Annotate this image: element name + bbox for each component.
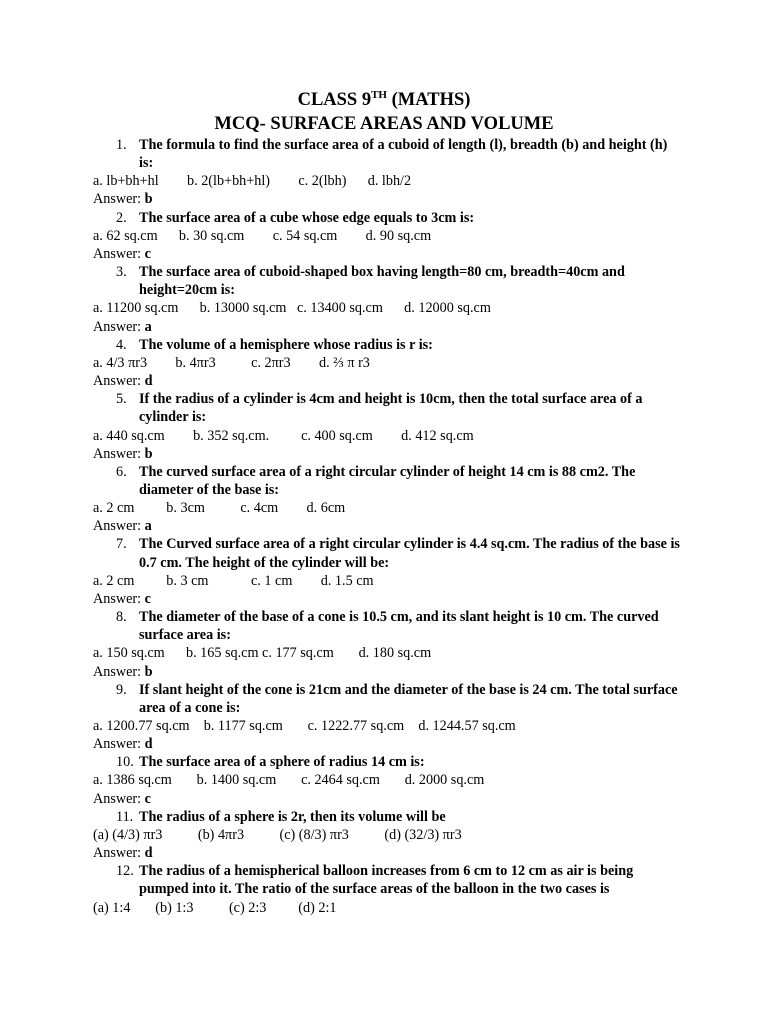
question-text — [93, 862, 683, 898]
question-text — [93, 209, 683, 227]
document-header — [0, 88, 768, 136]
question-number: 6. — [116, 463, 127, 480]
question-stem: The radius of a hemispherical balloon increases from 6 cm to 12 cm as air is being pumped into it. The ratio of the surface areas of the balloon in the two cases is — [139, 863, 634, 898]
question-block — [93, 535, 683, 608]
answer-value: b — [144, 445, 153, 462]
worksheet-title: MCQ- SURFACE AREAS AND VOLUME — [214, 114, 554, 134]
answer-label: Answer: — [93, 445, 145, 462]
answer-options: (a) (4/3) πr3 (b) 4πr3 (c) (8/3) πr3 (d) (32/3) πr3 — [93, 826, 462, 843]
answer-line — [93, 517, 683, 535]
question-stem: The radius of a sphere is 2r, then its volume will be — [139, 808, 446, 825]
answer-line — [93, 590, 683, 608]
question-number: 8. — [116, 609, 127, 626]
question-text — [93, 263, 683, 299]
answer-label: Answer: — [93, 736, 145, 753]
question-list — [93, 136, 683, 917]
question-text — [93, 463, 683, 499]
answer-label: Answer: — [93, 790, 145, 807]
question-block — [93, 209, 683, 263]
answer-options: a. 1386 sq.cm b. 1400 sq.cm c. 2464 sq.cm d. 2000 sq.cm — [93, 772, 485, 789]
class-title-subject: (MATHS) — [387, 90, 471, 110]
answer-options: a. 440 sq.cm b. 352 sq.cm. c. 400 sq.cm d. 412 sq.cm — [93, 427, 474, 444]
answer-label: Answer: — [93, 245, 145, 262]
question-text — [93, 535, 683, 571]
question-number: 1. — [116, 137, 127, 153]
answer-options: (a) 1:4 (b) 1:3 (c) 2:3 (d) 2:1 — [93, 899, 337, 916]
answer-value: d — [144, 845, 153, 862]
question-stem: The diameter of the base of a cone is 10.5 cm, and its slant height is 10 cm. The curved surface area is: — [139, 609, 659, 644]
question-stem: If slant height of the cone is 21cm and the diameter of the base is 24 cm. The total surface area of a cone is: — [139, 681, 678, 716]
answer-options: a. 11200 sq.cm b. 13000 sq.cm c. 13400 sq.cm d. 12000 sq.cm — [93, 300, 491, 317]
question-stem: The formula to find the surface area of a cuboid of length (l), breadth (b) and height (h) is: — [139, 137, 668, 172]
question-text — [93, 808, 683, 826]
question-block — [93, 463, 683, 536]
answer-value: d — [144, 373, 153, 390]
class-title — [0, 88, 768, 112]
answer-options: a. 62 sq.cm b. 30 sq.cm c. 54 sq.cm d. 90 sq.cm — [93, 227, 432, 244]
question-stem: If the radius of a cylinder is 4cm and height is 10cm, then the total surface area of a cylinder is: — [139, 391, 643, 426]
answer-line — [93, 190, 683, 208]
question-stem: The volume of a hemisphere whose radius is r is: — [139, 336, 433, 353]
answer-line — [93, 445, 683, 463]
question-text — [93, 753, 683, 771]
answer-options: a. lb+bh+hl b. 2(lb+bh+hl) c. 2(lbh) d. lbh/2 — [93, 173, 412, 190]
question-number: 4. — [116, 336, 127, 353]
answer-value: c — [144, 790, 151, 807]
question-block — [93, 808, 683, 862]
question-number: 5. — [116, 391, 127, 408]
question-block — [93, 681, 683, 754]
answer-label: Answer: — [93, 518, 145, 535]
answer-value: c — [144, 590, 151, 607]
question-text — [93, 136, 683, 172]
answer-label: Answer: — [93, 845, 145, 862]
class-title-text: CLASS 9 — [297, 90, 372, 110]
answer-line — [93, 245, 683, 263]
answer-line — [93, 318, 683, 336]
question-text — [93, 336, 683, 354]
question-block — [93, 390, 683, 463]
answer-line — [93, 790, 683, 808]
question-number: 2. — [116, 209, 127, 226]
question-number: 3. — [116, 264, 127, 281]
question-number: 11. — [116, 808, 134, 825]
answer-label: Answer: — [93, 191, 145, 208]
answer-label: Answer: — [93, 373, 145, 390]
answer-label: Answer: — [93, 590, 145, 607]
question-number: 9. — [116, 681, 127, 698]
answer-line — [93, 372, 683, 390]
question-number: 7. — [116, 536, 127, 553]
question-block — [93, 263, 683, 336]
answer-label: Answer: — [93, 663, 145, 680]
question-block — [93, 862, 683, 916]
question-block — [93, 136, 683, 209]
answer-options: a. 2 cm b. 3 cm c. 1 cm d. 1.5 cm — [93, 572, 374, 589]
answer-options: a. 4/3 πr3 b. 4πr3 c. 2πr3 d. ⅔ π r3 — [93, 354, 370, 371]
question-text — [93, 608, 683, 644]
answer-value: a — [144, 318, 152, 335]
question-number: 10. — [116, 754, 134, 771]
question-stem: The surface area of a cube whose edge equals to 3cm is: — [139, 209, 475, 226]
answer-value: c — [144, 245, 151, 262]
question-stem: The surface area of cuboid-shaped box having length=80 cm, breadth=40cm and height=20cm is: — [139, 264, 625, 299]
question-text — [93, 681, 683, 717]
question-block — [93, 336, 683, 390]
question-stem: The surface area of a sphere of radius 14 cm is: — [139, 754, 425, 771]
answer-line — [93, 663, 683, 681]
answer-label: Answer: — [93, 318, 145, 335]
answer-line — [93, 735, 683, 753]
question-number: 12. — [116, 863, 134, 880]
question-stem: The Curved surface area of a right circular cylinder is 4.4 sq.cm. The radius of the base is 0.7 cm. The height of the cylinder will be: — [139, 536, 680, 571]
answer-value: b — [144, 191, 153, 208]
answer-options: a. 150 sq.cm b. 165 sq.cm c. 177 sq.cm d. 180 sq.cm — [93, 645, 432, 662]
answer-value: a — [144, 518, 152, 535]
answer-value: d — [144, 736, 153, 753]
question-block — [93, 608, 683, 681]
question-stem: The curved surface area of a right circular cylinder of height 14 cm is 88 cm2. The diameter of the base is: — [139, 463, 636, 498]
answer-options: a. 1200.77 sq.cm b. 1177 sq.cm c. 1222.77 sq.cm d. 1244.57 sq.cm — [93, 718, 516, 734]
question-block — [93, 753, 683, 807]
answer-options: a. 2 cm b. 3cm c. 4cm d. 6cm — [93, 500, 346, 517]
class-title-superscript: TH — [371, 89, 387, 101]
question-text — [93, 390, 683, 426]
answer-line — [93, 844, 683, 862]
answer-value: b — [144, 663, 153, 680]
